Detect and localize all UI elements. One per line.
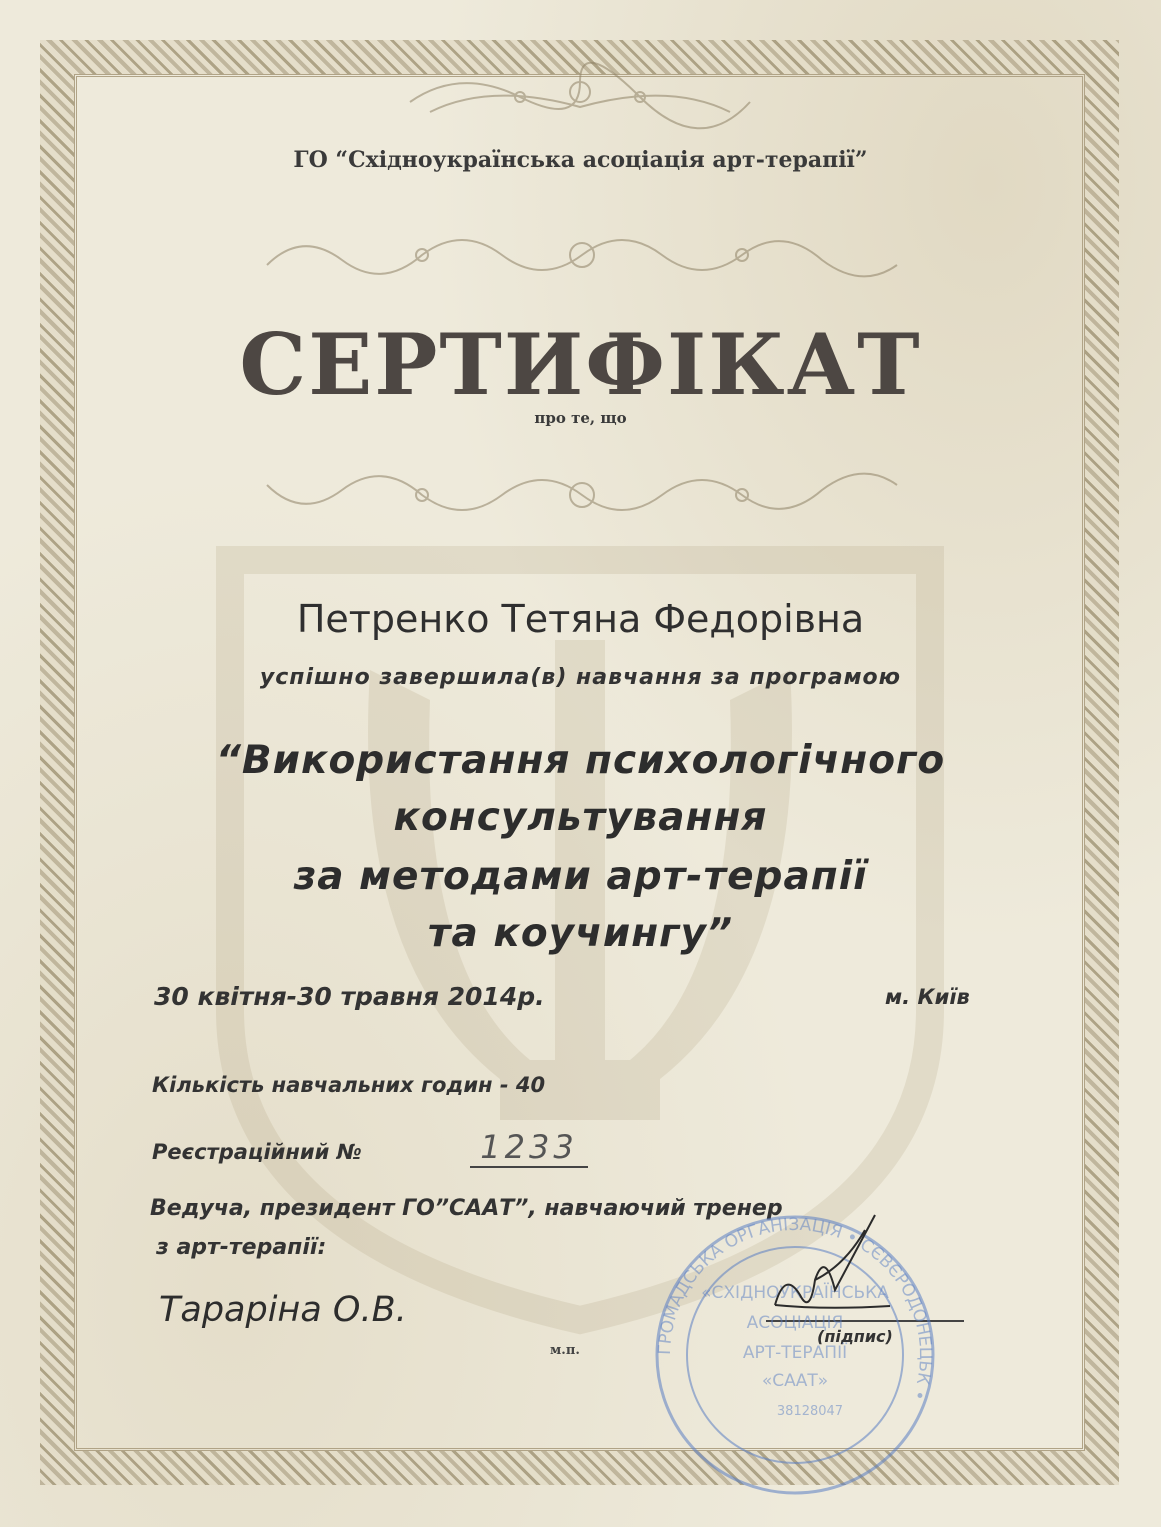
course-city: м. Київ xyxy=(885,985,970,1009)
leader-title: Ведуча, президент ГО”СААТ”, навчаючий тренер xyxy=(150,1196,783,1221)
upper-ornament-band xyxy=(262,225,902,295)
leader-title-continued: з арт-терапії: xyxy=(156,1235,327,1260)
program-line: та коучингу” xyxy=(427,911,734,956)
seal-text: АРТ-ТЕРАПІЇ xyxy=(742,1343,848,1363)
program-line: консультування xyxy=(393,795,768,840)
lower-ornament-band xyxy=(262,455,902,525)
registration-label: Реєстраційний № xyxy=(152,1140,362,1164)
study-hours: Кількість навчальних годин - 40 xyxy=(152,1073,546,1097)
leader-name: Тараріна О.В. xyxy=(159,1290,407,1330)
course-dates: 30 квітня-30 травня 2014р. xyxy=(154,982,545,1011)
recipient-name: Петренко Тетяна Федорівна xyxy=(296,597,865,641)
seal-ring-text: ГРОМАДСЬКА ОРГАНІЗАЦІЯ • СЄВЄРОДОНЕЦЬК • xyxy=(654,1214,936,1403)
organization-name: ГО “Східноукраїнська асоціація арт-терапії” xyxy=(293,147,868,173)
seal-place-mark: м.п. xyxy=(550,1343,580,1358)
seal-text: «СХІДНОУКРАЇНСЬКА xyxy=(701,1283,889,1303)
certificate-title: СЕРТИФІКАТ xyxy=(239,315,922,414)
seal-code: 38128047 xyxy=(776,1404,844,1419)
registration-number: 1233 xyxy=(470,1128,588,1168)
seal-text: «СААТ» xyxy=(761,1371,829,1391)
certificate-subtitle: про те, що xyxy=(534,409,627,427)
handwritten-signature xyxy=(755,1210,895,1330)
top-ornament xyxy=(400,62,760,132)
seal-text: АСОЦІАЦІЯ xyxy=(746,1313,844,1333)
signature-label: (підпис) xyxy=(817,1327,893,1346)
program-line: “Використання психологічного xyxy=(215,738,946,783)
program-line: за методами арт-терапії xyxy=(293,854,868,899)
completion-text: успішно завершила(в) навчання за програмою xyxy=(259,665,902,690)
